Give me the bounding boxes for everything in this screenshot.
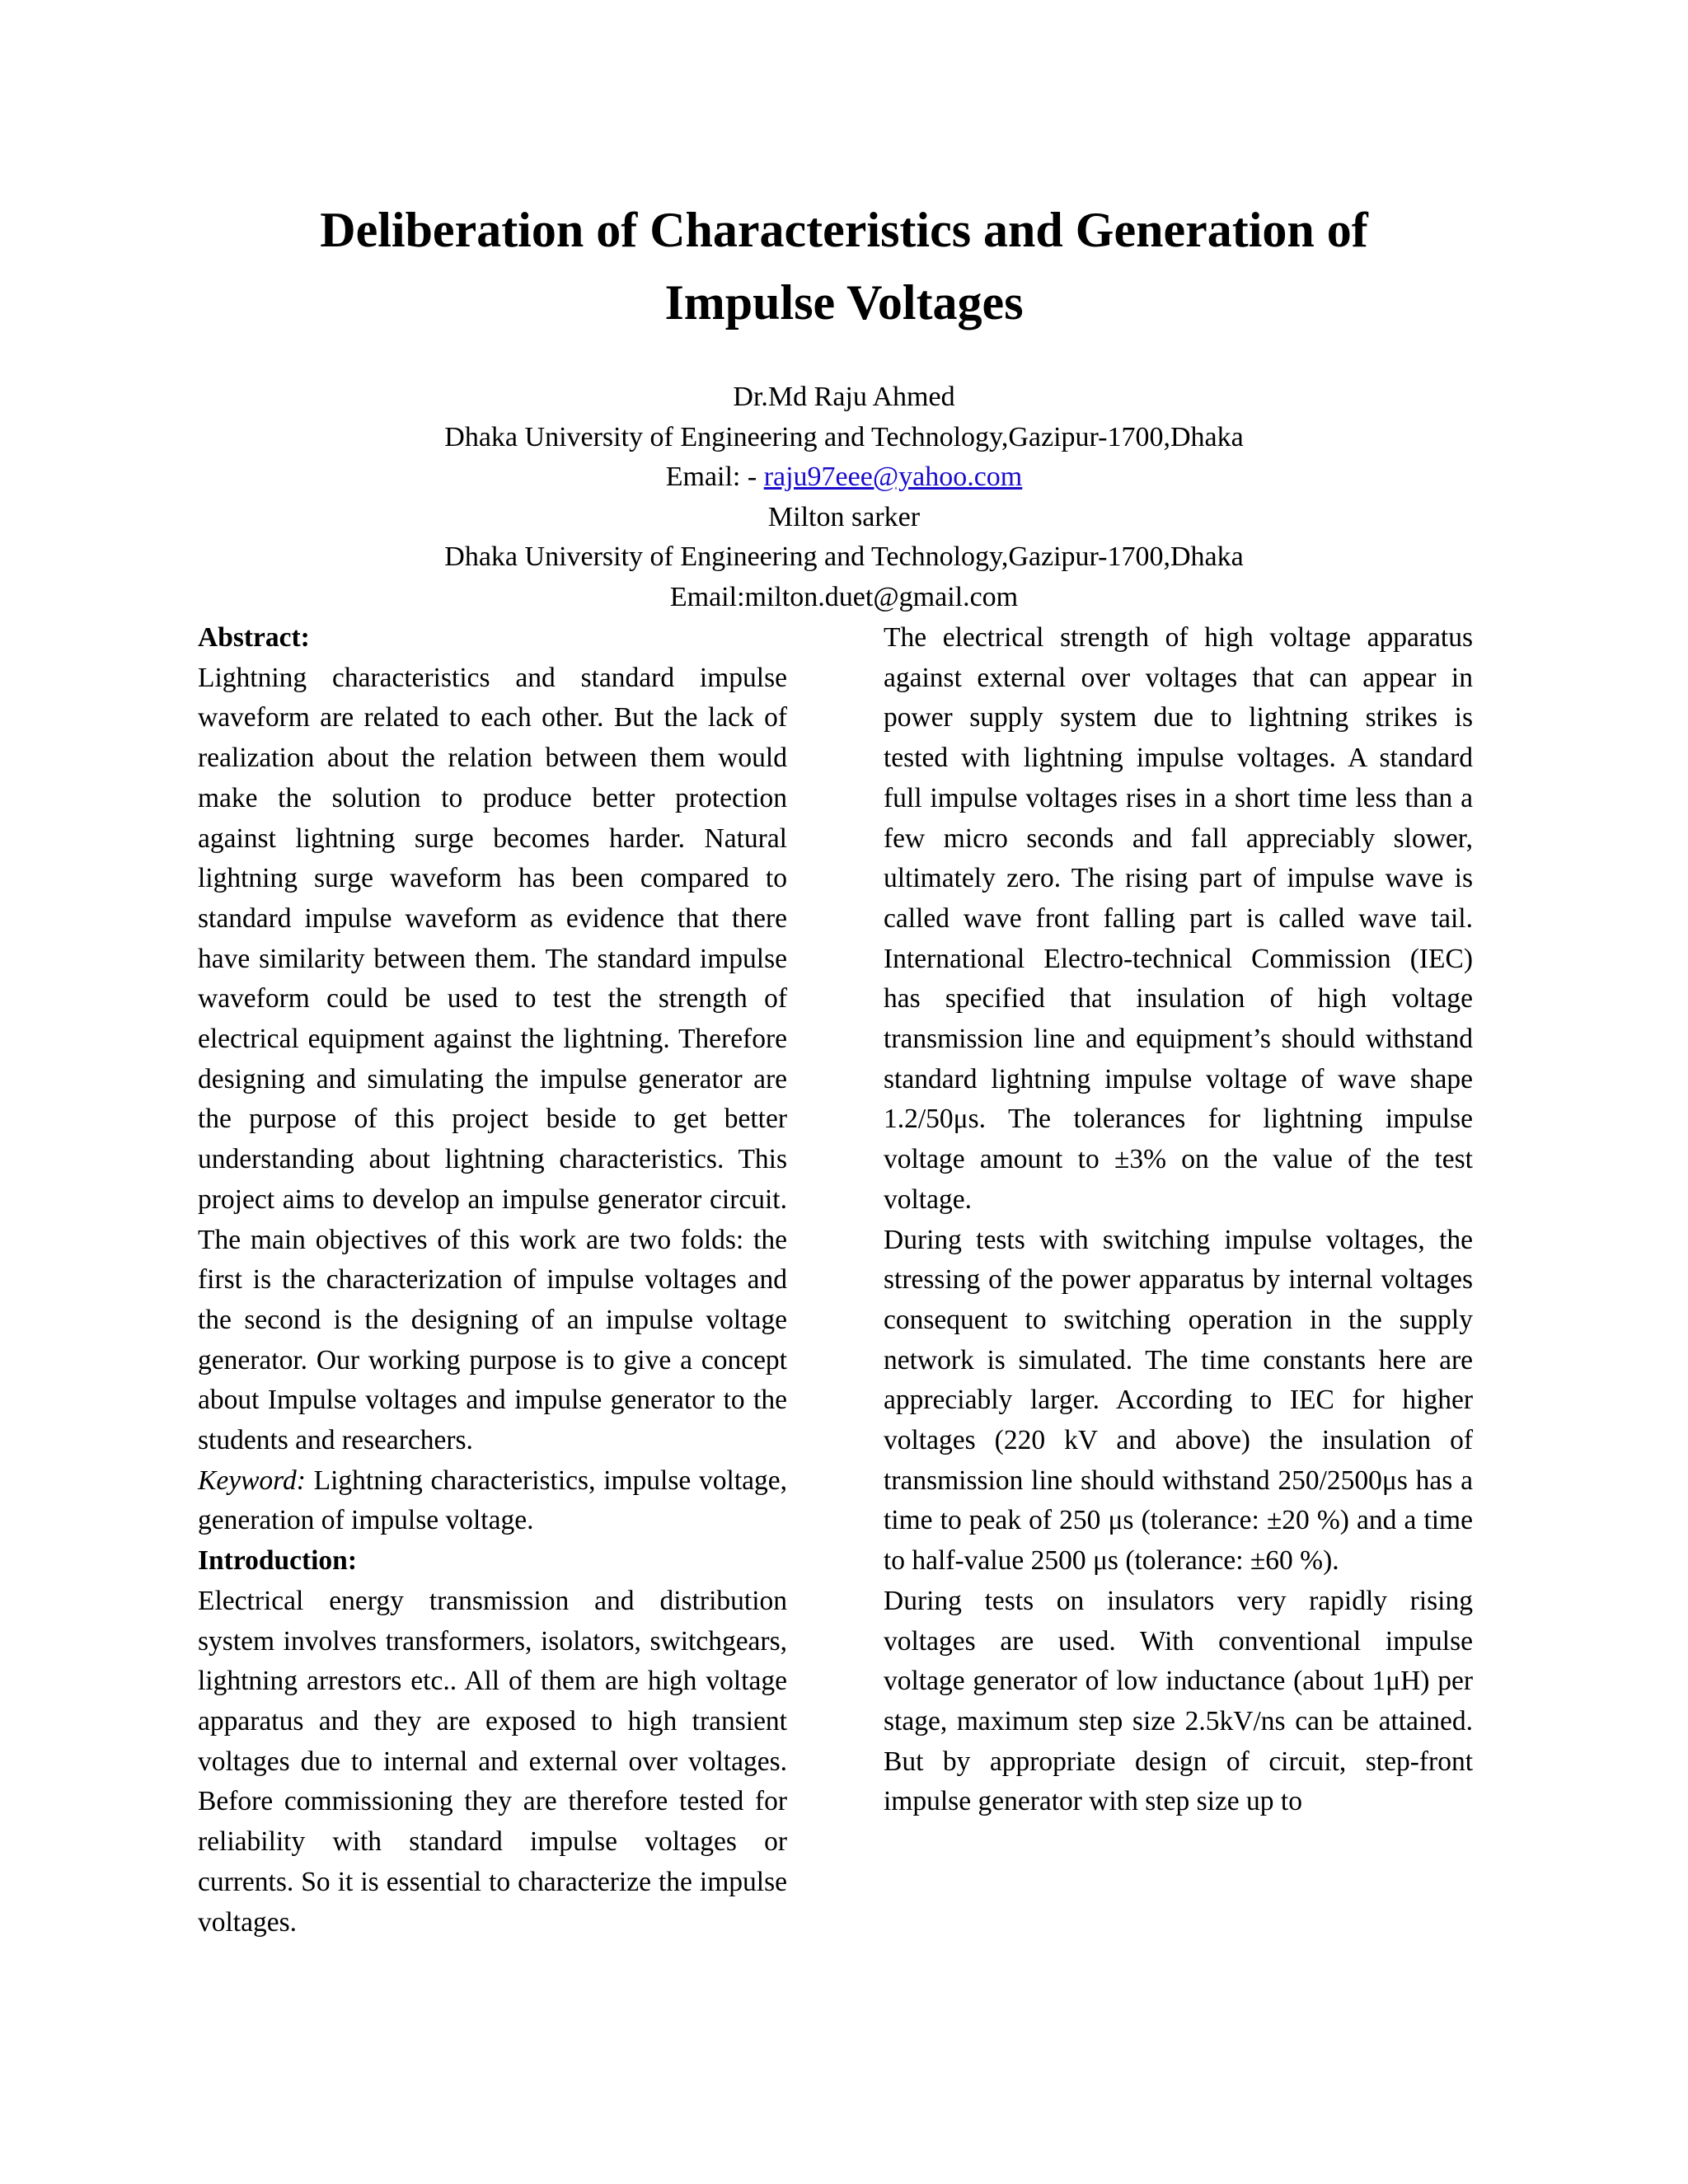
abstract-text: Lightning characteristics and standard impulse waveform are related to each other. But the lack of realization about the relation between them would make the solution to produce better protection against lightning surge becomes harder. Natural lightning surge waveform has been compared to standard impulse waveform as evidence that there have similarity between them. The standard impulse waveform could be used to test the strength of electrical equipment against the lightning. Therefore designing and simulating the impulse generator are the purpose of this project beside to get better understanding about lightning characteristics. This project aims to develop an impulse generator circuit. The main objectives of this work are two folds: the first is the characterization of impulse voltages and the second is the designing of an impulse voltage generator. Our working purpose is to give a concept about Impulse voltages and impulse generator to the students and researchers. — [198, 662, 787, 1456]
title-line-1: Deliberation of Characteristics and Generation of — [320, 203, 1368, 257]
introduction-heading: Introduction: — [198, 1545, 357, 1577]
introduction-paragraph-4: During tests on insulators very rapidly rising voltages are used. With conventional impulse voltage generator of low inductance (about 1μH) per stage, maximum step size 2.5kV/ns can be attained. But by appropriate design of circuit, step-front impulse generator with step size up to — [884, 1585, 1473, 1817]
author-1-email-label: Email: - — [665, 462, 757, 493]
paper-title — [198, 194, 1490, 339]
author-1-affiliation: Dhaka University of Engineering and Technology,Gazipur-1700,Dhaka — [444, 421, 1244, 452]
author-1-email-link[interactable]: raju97eee@yahoo.com — [763, 462, 1023, 493]
introduction-paragraph-1: Electrical energy transmission and distribution system involves transformers, isolators, switchgears, lightning arrestors etc.. All of them are high voltage apparatus and they are exposed to high transient voltages due to internal and external over voltages. Before commissioning they are therefore tested for reliability with standard impulse voltages or currents. So it is essential to characterize the impulse voltages. — [198, 1585, 787, 1938]
author-1-name: Dr.Md Raju Ahmed — [733, 382, 955, 412]
introduction-paragraph-3: During tests with switching impulse voltages, the stressing of the power apparatus by internal voltages consequent to switching operation in the supply network is simulated. The time constants here are appreciably larger. According to IEC for higher voltages (220 kV and above) the insulation of transmission line should withstand 250/2500μs has a time to peak of 250 μs (tolerance: ±20 %) and a time to half-value 2500 μs (tolerance: ±60 %). — [884, 1224, 1473, 1577]
keyword-text: Lightning characteristics, impulse voltage, generation of impulse voltage. — [198, 1465, 787, 1536]
introduction-paragraph-2: The electrical strength of high voltage apparatus against external over voltages that can appear in power supply system due to lightning strikes is tested with lightning impulse voltages. A standard full impulse voltages rises in a short time less than a few micro seconds and fall appreciably slower, ultimately zero. The rising part of impulse wave is called wave front falling part is called wave tail. International Electro-technical Commission (IEC) has specified that insulation of high voltage transmission line and equipment’s should withstand standard lightning impulse voltage of wave shape 1.2/50μs. The tolerances for lightning impulse voltage amount to ±3% on the value of the test voltage. — [884, 622, 1473, 1215]
keyword-paragraph — [198, 1461, 787, 1541]
author-block — [198, 377, 1490, 618]
author-2-email-line: Email:milton.duet@gmail.com — [669, 581, 1019, 612]
abstract-heading: Abstract: — [198, 622, 310, 653]
right-column — [884, 618, 1473, 1822]
author-2-name: Milton sarker — [767, 501, 921, 532]
author-1-email-line — [198, 457, 1490, 498]
keyword-label: Keyword: — [198, 1465, 306, 1496]
title-line-2: Impulse Voltages — [664, 275, 1024, 330]
left-column — [198, 618, 787, 1943]
author-2-affiliation: Dhaka University of Engineering and Technology,Gazipur-1700,Dhaka — [444, 541, 1244, 573]
